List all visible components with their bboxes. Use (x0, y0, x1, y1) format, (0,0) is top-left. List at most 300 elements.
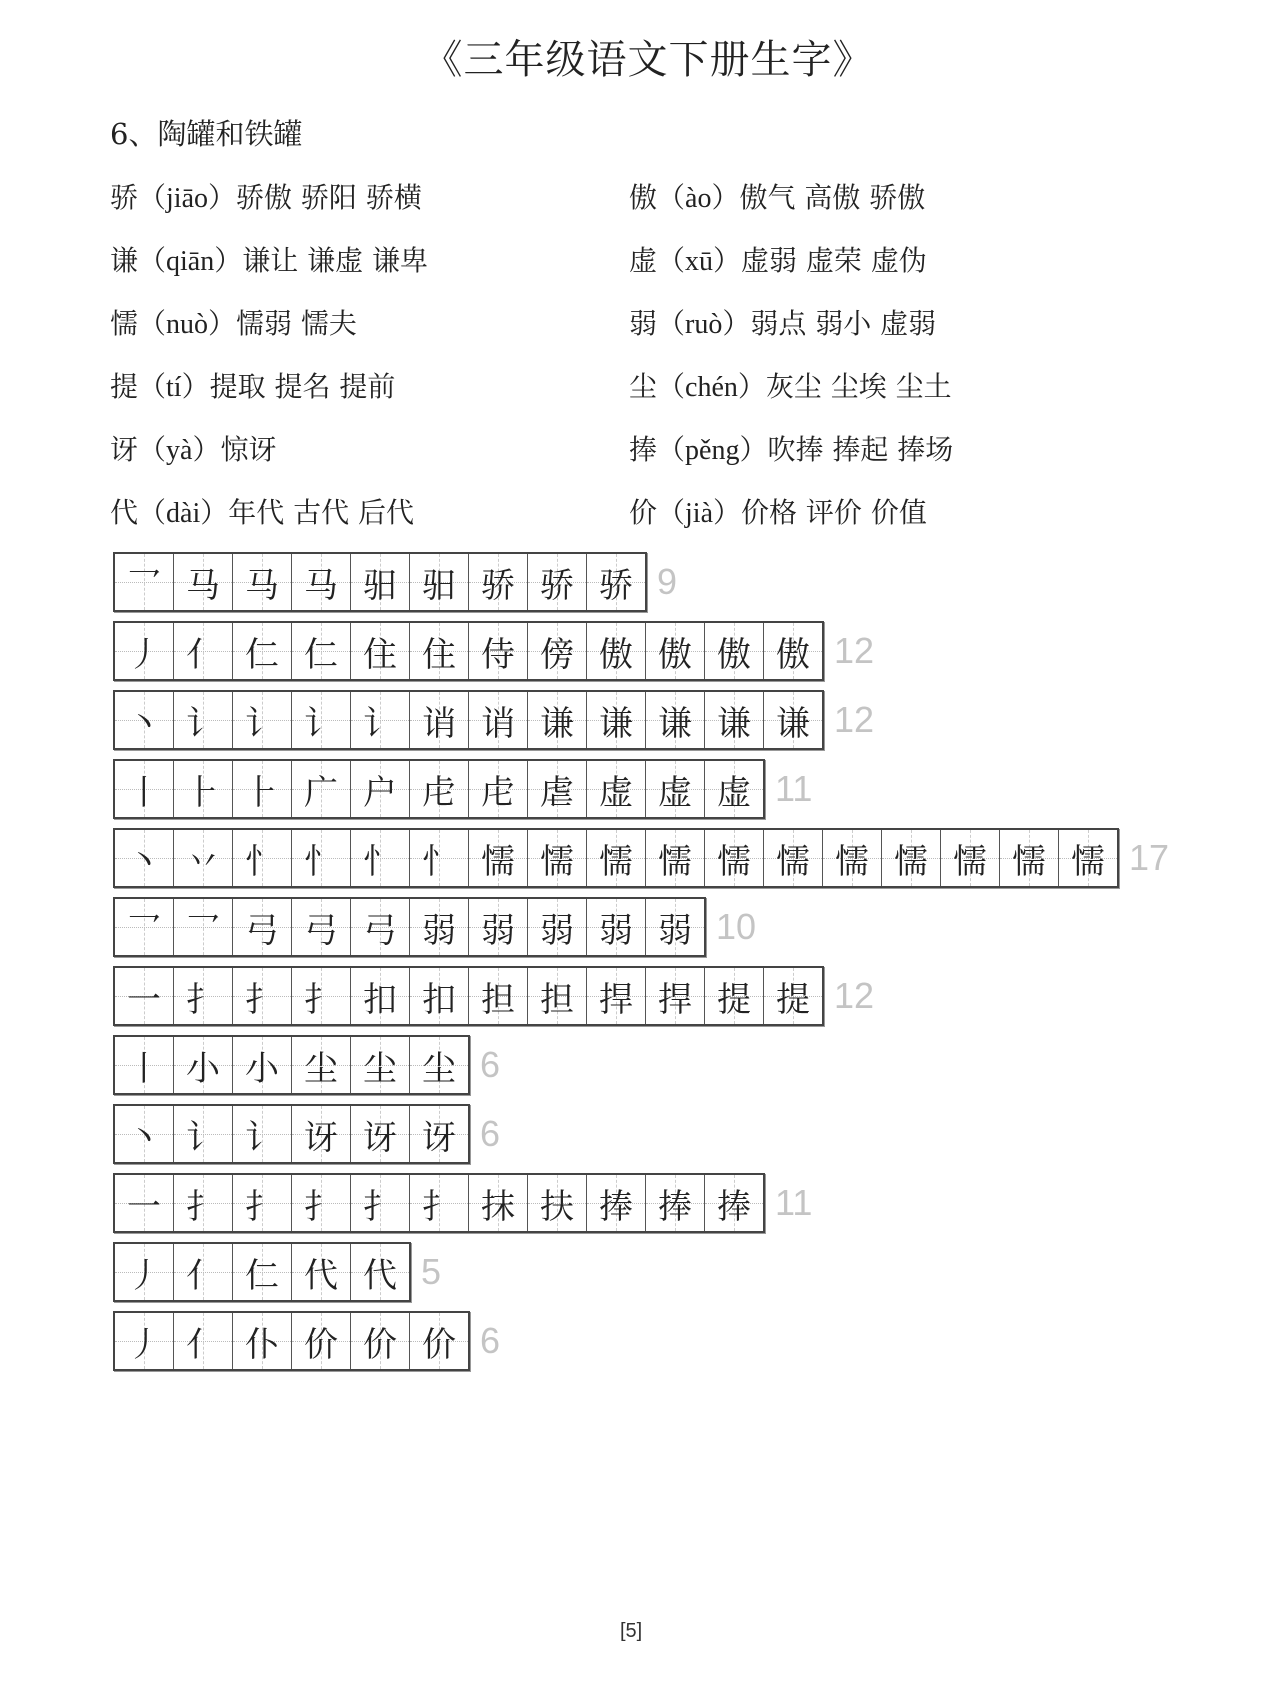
stroke-glyph: 讠 (186, 1117, 220, 1158)
vocab-words: 骄傲 骄阳 骄横 (236, 181, 422, 214)
stroke-glyph: 弱 (599, 910, 633, 951)
vocab-pinyin: （xū） (657, 246, 742, 277)
stroke-cell (882, 830, 941, 886)
stroke-cell (410, 554, 469, 610)
stroke-glyph: 诮 (481, 703, 515, 744)
stroke-cells (113, 966, 824, 1026)
vocab-words: 傲气 高傲 骄傲 (739, 181, 926, 214)
stroke-glyph: ⺊ (186, 772, 220, 813)
stroke-glyph: 懦 (481, 841, 515, 882)
vocab-words: 吹捧 捧起 捧场 (767, 433, 954, 466)
stroke-cell (351, 1313, 410, 1369)
stroke-glyph: 仆 (245, 1324, 279, 1365)
stroke-cell (292, 1313, 351, 1369)
stroke-glyph: 弓 (363, 910, 397, 951)
stroke-glyph: 代 (363, 1255, 397, 1296)
stroke-cell (292, 1106, 351, 1162)
stroke-glyph: 侍 (481, 634, 515, 675)
stroke-count: 6 (480, 1320, 501, 1361)
stroke-cell (115, 899, 174, 955)
stroke-glyph: 懦 (540, 841, 574, 882)
stroke-cell (115, 1244, 174, 1300)
stroke-glyph: 讶 (363, 1117, 397, 1158)
vocab-pinyin: （ruò） (657, 309, 751, 340)
stroke-cells (113, 897, 706, 957)
stroke-cell (174, 692, 233, 748)
stroke-glyph: 价 (363, 1324, 397, 1365)
stroke-cell (1000, 830, 1059, 886)
stroke-cell (115, 1313, 174, 1369)
stroke-glyph: 虍 (481, 772, 515, 813)
stroke-glyph: 一 (127, 1186, 161, 1227)
stroke-glyph: 捧 (658, 1186, 692, 1227)
stroke-cell (528, 1175, 587, 1231)
vocab-pinyin: （pěng） (657, 435, 768, 466)
vocab-char: 捧 (629, 433, 658, 466)
stroke-row (113, 759, 812, 819)
stroke-glyph: 丶 (127, 841, 161, 882)
stroke-cell (115, 968, 174, 1024)
stroke-glyph: 丨 (127, 1048, 161, 1089)
stroke-row (113, 1311, 500, 1371)
stroke-cell (174, 830, 233, 886)
stroke-glyph: 谦 (599, 703, 633, 744)
stroke-glyph: 扌 (186, 1186, 220, 1227)
stroke-glyph: 驲 (422, 565, 456, 606)
stroke-cell (646, 692, 705, 748)
stroke-cell (764, 830, 823, 886)
stroke-cell (587, 692, 646, 748)
vocab-char: 弱 (629, 307, 658, 340)
stroke-cell (587, 830, 646, 886)
stroke-cell (292, 623, 351, 679)
stroke-cell (174, 1175, 233, 1231)
vocab-line (629, 176, 925, 216)
stroke-cell (292, 692, 351, 748)
stroke-cell (292, 1175, 351, 1231)
stroke-cell (410, 899, 469, 955)
stroke-glyph: 讠 (363, 703, 397, 744)
stroke-cell (941, 830, 1000, 886)
stroke-cell (469, 968, 528, 1024)
stroke-glyph: 户 (363, 772, 397, 813)
stroke-glyph: 懦 (658, 841, 692, 882)
stroke-glyph: 忄 (245, 841, 279, 882)
stroke-glyph: 忄 (304, 841, 338, 882)
stroke-glyph: 住 (422, 634, 456, 675)
stroke-count: 12 (834, 630, 875, 671)
stroke-cell (528, 692, 587, 748)
stroke-cell (646, 968, 705, 1024)
stroke-glyph: 驲 (363, 565, 397, 606)
stroke-glyph: 担 (481, 979, 515, 1020)
stroke-row (113, 828, 1169, 888)
stroke-glyph: 扌 (422, 1186, 456, 1227)
stroke-count: 6 (480, 1044, 501, 1085)
stroke-glyph: 谦 (540, 703, 574, 744)
stroke-row (113, 1242, 441, 1302)
stroke-cell (528, 899, 587, 955)
stroke-cell (823, 830, 882, 886)
stroke-cell (410, 1037, 468, 1093)
stroke-cells (113, 621, 824, 681)
stroke-count: 17 (1129, 837, 1170, 878)
vocab-words: 价格 评价 价值 (741, 496, 927, 529)
stroke-cell (587, 968, 646, 1024)
stroke-cell (469, 692, 528, 748)
stroke-glyph: 虚 (658, 772, 692, 813)
stroke-glyph: 仁 (304, 634, 338, 675)
vocab-words: 提取 提名 提前 (209, 370, 396, 403)
stroke-cell (469, 623, 528, 679)
stroke-cells (113, 1104, 470, 1164)
vocab-char: 傲 (629, 181, 658, 214)
stroke-cell (646, 1175, 705, 1231)
stroke-cells (113, 759, 765, 819)
stroke-glyph: 抹 (481, 1186, 515, 1227)
stroke-cells (113, 828, 1119, 888)
stroke-glyph: 扌 (363, 1186, 397, 1227)
stroke-cell (587, 623, 646, 679)
stroke-glyph: 讶 (422, 1117, 456, 1158)
stroke-glyph: 傲 (658, 634, 692, 675)
stroke-cell (410, 761, 469, 817)
stroke-glyph: 捧 (717, 1186, 751, 1227)
vocab-pinyin: （chén） (657, 372, 766, 403)
stroke-cells (113, 552, 647, 612)
stroke-glyph: 尘 (422, 1048, 456, 1089)
stroke-cell (646, 830, 705, 886)
stroke-cell (292, 968, 351, 1024)
stroke-cell (705, 761, 763, 817)
stroke-glyph: 傲 (776, 634, 810, 675)
stroke-cell (174, 1106, 233, 1162)
stroke-cell (528, 623, 587, 679)
stroke-glyph: 广 (304, 772, 338, 813)
stroke-cells (113, 1035, 470, 1095)
stroke-glyph: 弱 (658, 910, 692, 951)
stroke-cell (469, 899, 528, 955)
stroke-glyph: 扣 (422, 979, 456, 1020)
stroke-glyph: 提 (776, 979, 810, 1020)
stroke-cell (233, 692, 292, 748)
stroke-cell (646, 623, 705, 679)
vocab-line (110, 302, 357, 342)
stroke-cell (587, 1175, 646, 1231)
stroke-cell (115, 830, 174, 886)
stroke-cell (351, 1244, 409, 1300)
stroke-glyph: 亻 (186, 1324, 220, 1365)
stroke-glyph: 扌 (186, 979, 220, 1020)
vocab-words: 年代 古代 后代 (228, 496, 415, 529)
stroke-cell (351, 1037, 410, 1093)
stroke-cell (174, 899, 233, 955)
vocab-char: 虚 (629, 244, 658, 277)
stroke-glyph: 傍 (540, 634, 574, 675)
stroke-glyph: ⺊ (245, 772, 279, 813)
stroke-row (113, 1173, 812, 1233)
stroke-glyph: 扣 (363, 979, 397, 1020)
vocab-char: 代 (110, 496, 139, 529)
vocab-line (110, 428, 276, 468)
stroke-cell (115, 1037, 174, 1093)
stroke-count: 9 (657, 561, 678, 602)
vocab-words: 惊讶 (220, 433, 277, 466)
stroke-cell (469, 761, 528, 817)
stroke-cell (233, 968, 292, 1024)
stroke-glyph: 弓 (245, 910, 279, 951)
stroke-cell (292, 554, 351, 610)
stroke-cells (113, 1311, 470, 1371)
stroke-cell (351, 692, 410, 748)
stroke-cell (174, 554, 233, 610)
stroke-cell (587, 899, 646, 955)
vocab-words: 灰尘 尘埃 尘土 (765, 370, 952, 403)
stroke-glyph: 懦 (894, 841, 928, 882)
stroke-glyph: 扌 (245, 979, 279, 1020)
stroke-cell (705, 830, 764, 886)
stroke-glyph: 仁 (245, 1255, 279, 1296)
stroke-cell (528, 830, 587, 886)
stroke-glyph: 谦 (717, 703, 751, 744)
vocab-pinyin: （tí） (138, 372, 210, 403)
stroke-glyph: 亻 (186, 1255, 220, 1296)
stroke-row (113, 552, 677, 612)
stroke-cell (351, 968, 410, 1024)
vocab-line (629, 365, 952, 405)
stroke-glyph: 担 (540, 979, 574, 1020)
stroke-cell (764, 692, 822, 748)
vocab-words: 谦让 谦虚 谦卑 (242, 244, 429, 277)
stroke-row (113, 621, 874, 681)
stroke-cell (705, 623, 764, 679)
stroke-glyph: 讠 (245, 703, 279, 744)
stroke-cell (174, 623, 233, 679)
stroke-glyph: 懦 (599, 841, 633, 882)
stroke-count: 11 (775, 1182, 813, 1223)
stroke-glyph: 丿 (127, 1324, 161, 1365)
stroke-cell (1059, 830, 1117, 886)
stroke-cell (292, 899, 351, 955)
stroke-glyph: 弱 (481, 910, 515, 951)
stroke-glyph: 诮 (422, 703, 456, 744)
vocab-pinyin: （yà） (138, 435, 221, 466)
stroke-cell (528, 761, 587, 817)
vocab-words: 弱点 弱小 虚弱 (750, 307, 937, 340)
vocab-line (629, 428, 953, 468)
stroke-cell (233, 554, 292, 610)
stroke-cell (115, 1106, 174, 1162)
stroke-glyph: 马 (186, 565, 220, 606)
stroke-glyph: 虐 (540, 772, 574, 813)
stroke-glyph: 捧 (599, 1186, 633, 1227)
stroke-cell (351, 1106, 410, 1162)
stroke-glyph: 傲 (599, 634, 633, 675)
stroke-glyph: 弓 (304, 910, 338, 951)
stroke-glyph: 仁 (245, 634, 279, 675)
stroke-cell (292, 830, 351, 886)
stroke-glyph: 忄 (363, 841, 397, 882)
vocab-line (629, 302, 936, 342)
stroke-cell (410, 623, 469, 679)
stroke-glyph: 懦 (717, 841, 751, 882)
stroke-cell (174, 968, 233, 1024)
stroke-row (113, 966, 874, 1026)
stroke-glyph: 尘 (304, 1048, 338, 1089)
vocab-char: 讶 (110, 433, 139, 466)
stroke-glyph: 骄 (599, 565, 633, 606)
stroke-cell (351, 623, 410, 679)
stroke-glyph: 讠 (186, 703, 220, 744)
stroke-glyph: 虚 (599, 772, 633, 813)
stroke-cell (233, 1106, 292, 1162)
stroke-glyph: 弱 (422, 910, 456, 951)
stroke-cell (292, 1244, 351, 1300)
vocab-char: 骄 (110, 181, 139, 214)
stroke-cell (764, 623, 822, 679)
stroke-cell (115, 554, 174, 610)
stroke-cell (528, 968, 587, 1024)
stroke-glyph: 捍 (658, 979, 692, 1020)
stroke-cell (174, 1244, 233, 1300)
stroke-glyph: 丿 (127, 1255, 161, 1296)
stroke-cell (115, 1175, 174, 1231)
stroke-glyph: 懦 (953, 841, 987, 882)
stroke-glyph: 讠 (304, 703, 338, 744)
stroke-glyph: 亻 (186, 634, 220, 675)
stroke-glyph: 丶 (127, 703, 161, 744)
stroke-count: 5 (421, 1251, 442, 1292)
stroke-row (113, 690, 874, 750)
page-number: [5] (620, 1620, 643, 1642)
stroke-cell (587, 554, 645, 610)
page-title: 《三年级语文下册生字》 (422, 37, 874, 83)
stroke-cell (233, 761, 292, 817)
stroke-glyph: 扌 (304, 979, 338, 1020)
stroke-cell (351, 899, 410, 955)
stroke-glyph: 扌 (304, 1186, 338, 1227)
stroke-cell (410, 1106, 468, 1162)
stroke-cell (233, 1037, 292, 1093)
stroke-cell (705, 692, 764, 748)
stroke-cell (351, 1175, 410, 1231)
stroke-cell (764, 968, 822, 1024)
stroke-cell (174, 761, 233, 817)
stroke-glyph: 傲 (717, 634, 751, 675)
stroke-row (113, 1104, 500, 1164)
vocab-pinyin: （ào） (657, 183, 740, 214)
stroke-cell (233, 830, 292, 886)
stroke-glyph: 住 (363, 634, 397, 675)
vocab-words: 懦弱 懦夫 (236, 307, 357, 340)
stroke-cell (587, 761, 646, 817)
stroke-glyph: 小 (186, 1048, 220, 1089)
stroke-glyph: 扶 (540, 1186, 574, 1227)
stroke-glyph: 讠 (245, 1117, 279, 1158)
stroke-glyph: 价 (422, 1324, 456, 1365)
stroke-count: 10 (716, 906, 757, 947)
stroke-cell (410, 968, 469, 1024)
stroke-count: 6 (480, 1113, 501, 1154)
stroke-cell (528, 554, 587, 610)
stroke-cell (410, 692, 469, 748)
stroke-glyph: 忄 (422, 841, 456, 882)
stroke-cell (351, 830, 410, 886)
stroke-cell (233, 1313, 292, 1369)
stroke-cell (410, 1313, 468, 1369)
stroke-cell (115, 623, 174, 679)
vocab-char: 懦 (110, 307, 139, 340)
stroke-cells (113, 1242, 411, 1302)
stroke-cell (469, 1175, 528, 1231)
stroke-glyph: 虍 (422, 772, 456, 813)
stroke-cell (351, 554, 410, 610)
stroke-cell (410, 830, 469, 886)
stroke-glyph: 丿 (127, 634, 161, 675)
stroke-glyph: 弱 (540, 910, 574, 951)
lesson-heading: 6、陶罐和铁罐 (110, 117, 303, 151)
stroke-count: 11 (775, 768, 813, 809)
stroke-glyph: 马 (245, 565, 279, 606)
vocab-line (629, 239, 927, 279)
stroke-cell (292, 1037, 351, 1093)
stroke-cell (174, 1313, 233, 1369)
vocab-pinyin: （qiān） (138, 246, 243, 277)
stroke-cell (233, 1244, 292, 1300)
stroke-cells (113, 690, 824, 750)
stroke-glyph: 扌 (245, 1186, 279, 1227)
stroke-glyph: 提 (717, 979, 751, 1020)
vocab-line (110, 239, 428, 279)
stroke-cells (113, 1173, 765, 1233)
stroke-count: 12 (834, 699, 875, 740)
vocab-pinyin: （dài） (138, 498, 229, 529)
vocab-char: 价 (629, 496, 658, 529)
stroke-glyph: 懦 (1012, 841, 1046, 882)
stroke-glyph: 谦 (776, 703, 810, 744)
stroke-cell (233, 1175, 292, 1231)
stroke-cell (469, 830, 528, 886)
stroke-glyph: 捍 (599, 979, 633, 1020)
stroke-cell (351, 761, 410, 817)
stroke-cell (410, 1175, 469, 1231)
stroke-glyph: 尘 (363, 1048, 397, 1089)
stroke-count: 12 (834, 975, 875, 1016)
stroke-glyph: 一 (127, 979, 161, 1020)
stroke-glyph: 虚 (717, 772, 751, 813)
stroke-glyph: 谦 (658, 703, 692, 744)
stroke-glyph: 懦 (1071, 841, 1105, 882)
stroke-cell (233, 623, 292, 679)
stroke-glyph: 乛 (186, 910, 220, 951)
stroke-cell (646, 761, 705, 817)
stroke-glyph: 价 (304, 1324, 338, 1365)
stroke-cell (292, 761, 351, 817)
stroke-glyph: 骄 (481, 565, 515, 606)
vocab-line (629, 491, 927, 531)
vocab-line (110, 365, 395, 405)
stroke-glyph: 乛 (127, 565, 161, 606)
vocab-words: 虚弱 虚荣 虚伪 (741, 244, 927, 277)
vocab-char: 尘 (629, 370, 658, 403)
stroke-glyph: 丶 (127, 1117, 161, 1158)
vocab-char: 提 (110, 370, 139, 403)
vocab-pinyin: （nuò） (138, 309, 237, 340)
stroke-glyph: 马 (304, 565, 338, 606)
vocab-char: 谦 (110, 244, 139, 277)
vocab-line (110, 176, 422, 216)
stroke-glyph: 乛 (127, 910, 161, 951)
